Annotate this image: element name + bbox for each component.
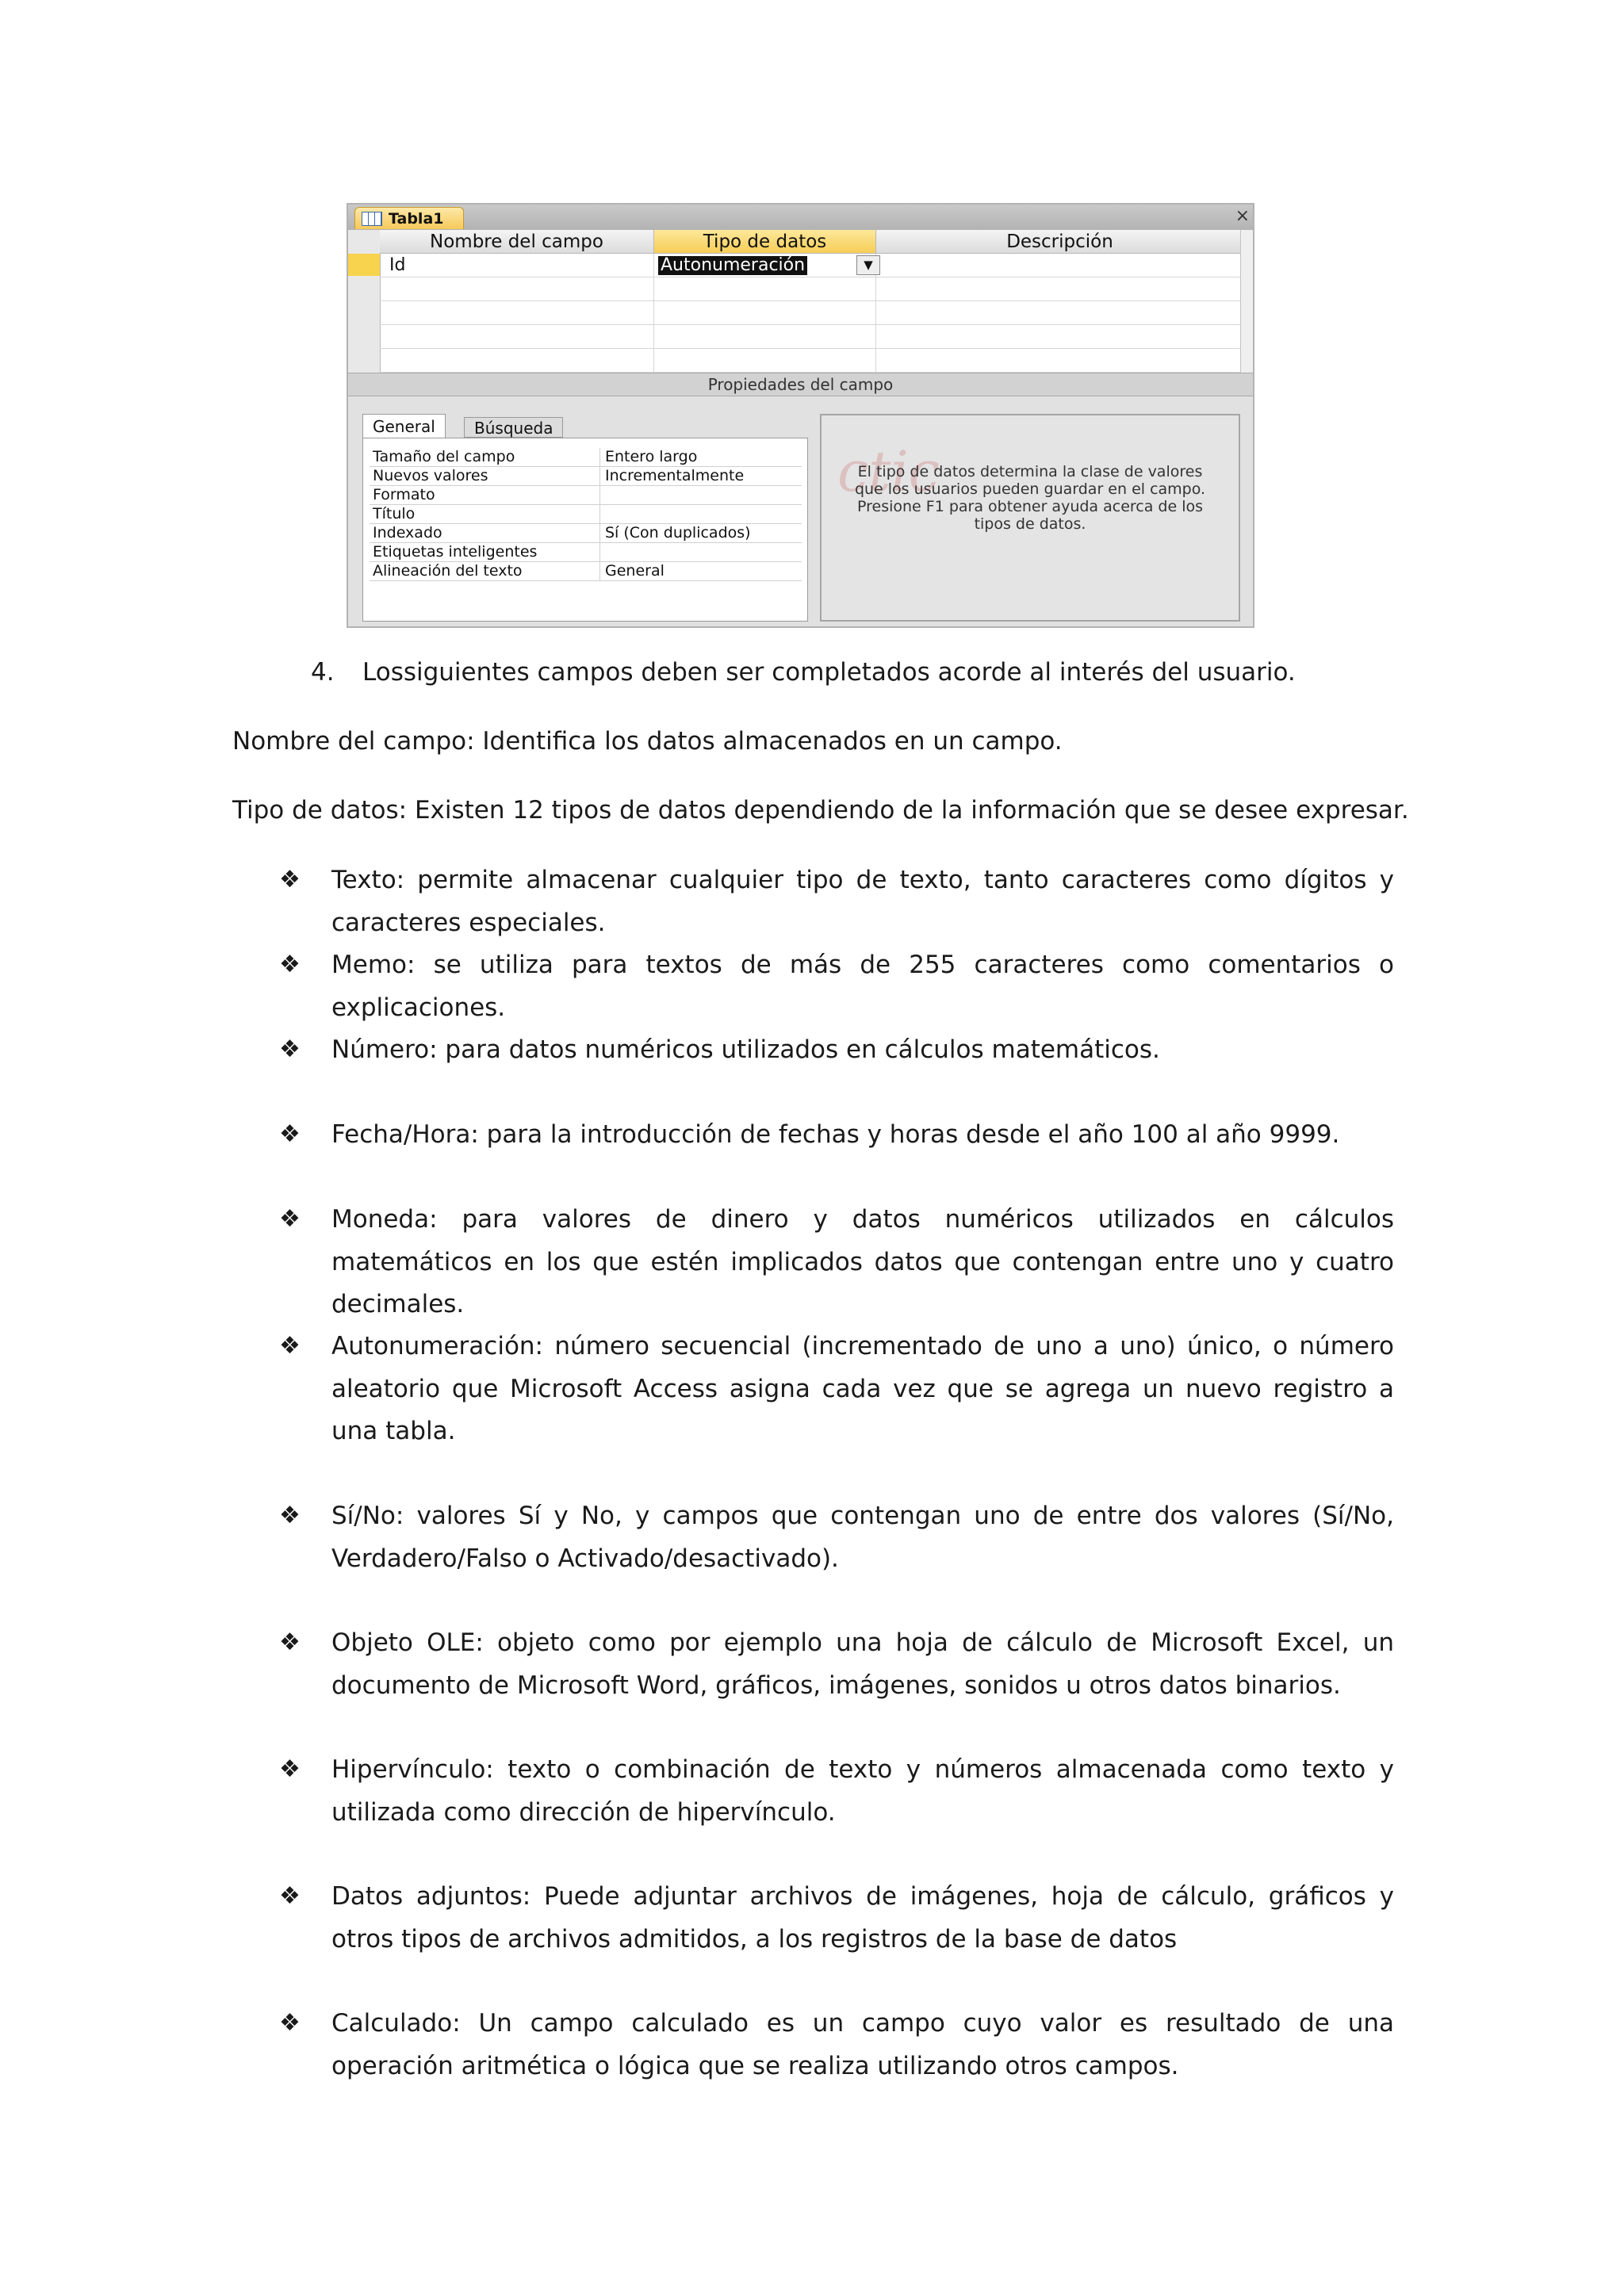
property-value[interactable] — [599, 505, 605, 523]
list-item-si-no: Sí/No: valores Sí y No, y campos que contengan uno de entre dos valores (Sí/No, Verdadero/Falso o Activado/desactivado). — [331, 1502, 1394, 1573]
property-row[interactable] — [370, 486, 802, 505]
table-row[interactable] — [380, 325, 1244, 349]
column-header-description: Descripción — [876, 230, 1244, 254]
data-type-cell[interactable] — [654, 325, 876, 349]
bullet-icon: ❖ — [279, 1628, 301, 1656]
tab-busqueda[interactable]: Búsqueda — [464, 417, 563, 438]
bullet-icon: ❖ — [279, 1120, 301, 1148]
list-item-moneda: Moneda: para valores de dinero y datos numéricos utilizados en cálculos matemáticos en los que estén implicados datos que contengan entre uno y cuatro decimales. — [331, 1205, 1394, 1318]
list-item-datos-adjuntos: Datos adjuntos: Puede adjuntar archivos de imágenes, hoja de cálculo, gráficos y otros tipos de archivos admitidos, a los registros de la base de datos — [331, 1882, 1394, 1954]
access-table-design-screenshot — [347, 203, 1254, 628]
data-type-cell[interactable] — [654, 349, 876, 373]
tab-general[interactable]: General — [362, 414, 446, 439]
table-row[interactable] — [380, 277, 1244, 301]
help-panel — [820, 414, 1240, 622]
list-item-objeto-ole: Objeto OLE: objeto como por ejemplo una hoja de cálculo de Microsoft Excel, un documento de Microsoft Word, gráficos, imágenes, sonidos u otros datos binarios. — [331, 1628, 1394, 1700]
list-item-hipervinculo: Hipervínculo: texto o combinación de texto y números almacenada como texto y utilizada como dirección de hipervínculo. — [331, 1755, 1394, 1827]
step-text: Lossiguientes campos deben ser completados acorde al interés del usuario. — [362, 658, 1296, 687]
property-label: Nuevos valores — [373, 467, 488, 484]
property-row[interactable] — [370, 562, 802, 581]
column-header-field-name: Nombre del campo — [380, 230, 654, 254]
list-item-numero: Número: para datos numéricos utilizados en cálculos matemáticos. — [331, 1035, 1160, 1064]
current-row-selector[interactable] — [348, 254, 380, 276]
paragraph-nombre-del-campo: Nombre del campo: Identifica los datos almacenados en un campo. — [232, 727, 1063, 756]
document-tab-bar — [348, 205, 1253, 231]
field-properties-panel — [362, 438, 808, 622]
help-text — [822, 463, 1239, 533]
list-item-fecha-hora: Fecha/Hora: para la introducción de fechas y horas desde el año 100 al año 9999. — [331, 1120, 1340, 1149]
property-row[interactable] — [370, 543, 802, 562]
property-row[interactable] — [370, 467, 802, 486]
close-icon[interactable]: × — [1235, 206, 1250, 226]
chevron-down-icon[interactable]: ▼ — [856, 255, 880, 275]
vertical-scrollbar[interactable] — [1240, 230, 1253, 373]
table-row[interactable] — [380, 301, 1244, 325]
bullet-icon: ❖ — [279, 1755, 301, 1783]
property-value[interactable]: General — [599, 562, 665, 580]
tab-tabla1[interactable] — [354, 207, 464, 229]
bullet-icon: ❖ — [279, 1502, 301, 1529]
bullet-icon: ❖ — [279, 866, 301, 894]
list-item-texto: Texto: permite almacenar cualquier tipo de texto, tanto caracteres como dígitos y caracteres especiales. — [331, 866, 1394, 937]
bullet-icon: ❖ — [279, 1882, 301, 1910]
property-label: Etiquetas inteligentes — [373, 543, 538, 561]
tab-title: Tabla1 — [389, 209, 444, 228]
paragraph-tipo-de-datos: Tipo de datos: Existen 12 tipos de datos dependiendo de la información que se desee expresar. — [232, 796, 1409, 825]
bullet-icon: ❖ — [279, 2009, 301, 2037]
description-cell[interactable] — [876, 254, 1244, 277]
data-type-cell[interactable] — [654, 301, 876, 325]
watermark-logo: ctic — [837, 439, 940, 504]
list-item-calculado: Calculado: Un campo calculado es un campo cuyo valor es resultado de una operación aritmética o lógica que se realiza utilizando otros campos. — [331, 2009, 1394, 2080]
property-value[interactable]: Incrementalmente — [599, 467, 744, 485]
field-name-cell[interactable] — [380, 277, 654, 301]
table-row[interactable] — [380, 254, 1244, 277]
property-row[interactable] — [370, 524, 802, 543]
property-label: Título — [373, 505, 416, 522]
bullet-icon: ❖ — [279, 1205, 301, 1233]
help-line: tipos de datos. — [974, 515, 1086, 533]
data-type-cell[interactable] — [654, 254, 876, 277]
help-line: El tipo de datos determina la clase de valores — [857, 463, 1203, 480]
property-value[interactable] — [599, 543, 605, 561]
property-value[interactable]: Sí (Con duplicados) — [599, 524, 751, 542]
bullet-icon: ❖ — [279, 951, 301, 978]
bullet-icon: ❖ — [279, 1332, 301, 1360]
field-name-cell[interactable] — [380, 301, 654, 325]
property-row[interactable] — [370, 448, 802, 467]
help-line: Presione F1 para obtener ayuda acerca de los — [856, 498, 1203, 515]
property-label: Indexado — [373, 524, 442, 541]
list-item-memo: Memo: se utiliza para textos de más de 255 caracteres como comentarios o explicaciones. — [331, 951, 1394, 1022]
field-name-cell[interactable] — [380, 349, 654, 373]
property-value[interactable] — [599, 486, 605, 504]
property-label: Formato — [373, 486, 435, 503]
bullet-icon: ❖ — [279, 1035, 301, 1063]
column-header-data-type: Tipo de datos — [654, 230, 876, 254]
field-name-cell[interactable] — [380, 325, 654, 349]
step-number: 4. — [311, 658, 335, 687]
data-type-value[interactable]: Autonumeración — [658, 256, 807, 275]
help-line: que los usuarios pueden guardar en el campo. — [854, 480, 1206, 498]
list-item-autonumeracion: Autonumeración: número secuencial (incrementado de uno a uno) único, o número aleatorio que Microsoft Access asigna cada vez que se agrega un nuevo registro a una tabla. — [331, 1332, 1394, 1445]
property-label: Alineación del texto — [373, 562, 523, 580]
data-type-cell[interactable] — [654, 277, 876, 301]
row-selector-column — [348, 230, 381, 373]
property-label: Tamaño del campo — [373, 448, 515, 465]
property-value[interactable]: Entero largo — [599, 448, 697, 466]
table-icon — [362, 212, 382, 226]
field-properties-bar: Propiedades del campo — [348, 373, 1253, 396]
property-row[interactable] — [370, 505, 802, 524]
table-row[interactable] — [380, 349, 1244, 373]
field-grid — [348, 230, 1244, 373]
field-name-cell[interactable]: Id — [380, 254, 654, 277]
